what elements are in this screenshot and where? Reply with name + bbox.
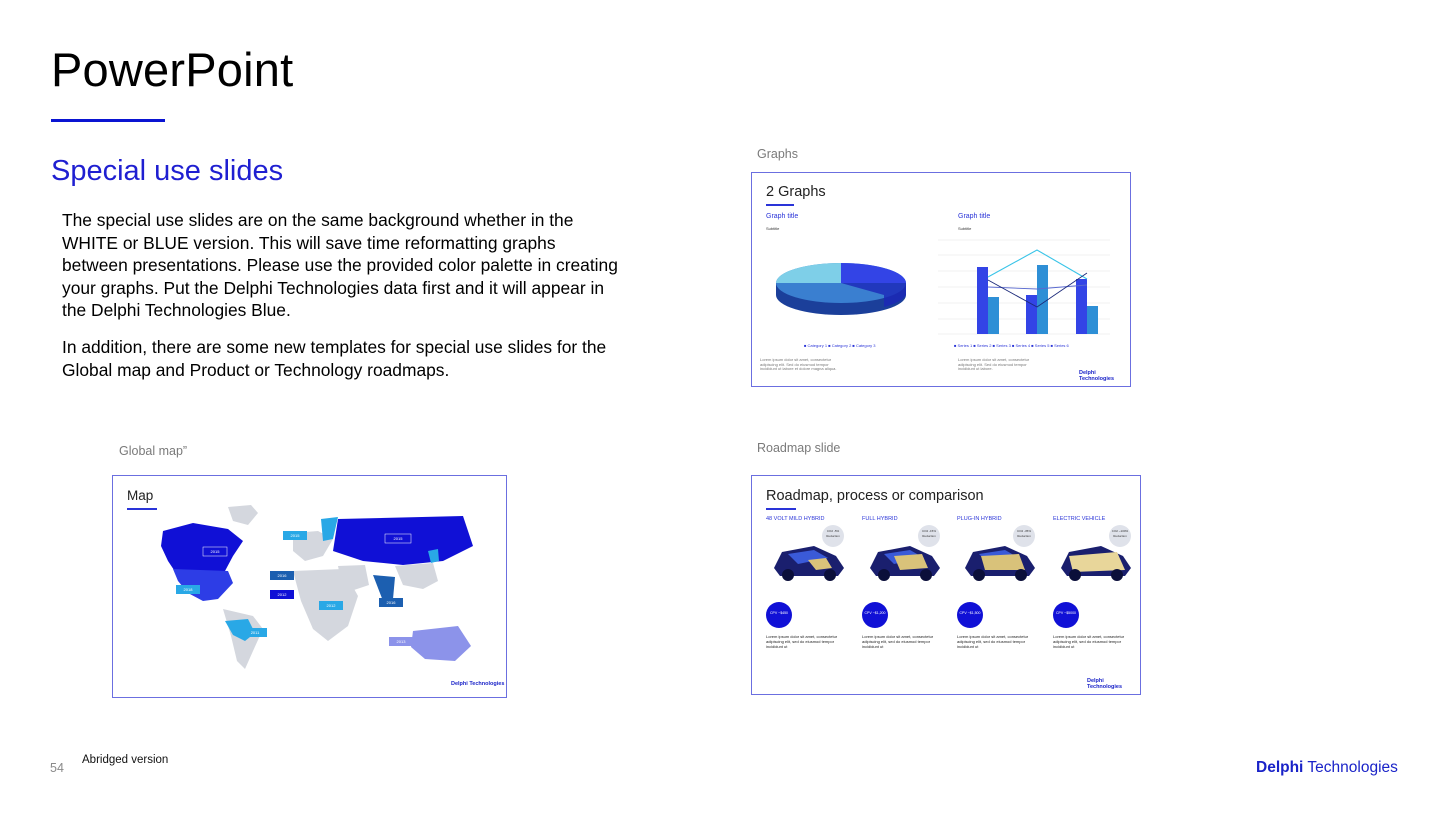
graphs-slide-thumbnail[interactable] [751,172,1131,387]
left-footnote: Lorem ipsum dolor sit amet, consectetur adipiscing elit. Sed do eiusmod tempor incididunt ut labore et dolore magna aliqua. [760,357,837,371]
page-number: 54 [50,761,64,775]
cpv-badge: CPV ~$5000 [1053,602,1079,628]
map-label: 2012 [326,603,336,608]
left-graph-subtitle: Subtitle [766,226,780,231]
map-slide-title: Map [127,488,154,503]
column-body: Lorem ipsum dolor sit amet, consectetur adipiscing elit, sed do eiusmod tempor incididunt ut [862,634,934,649]
cpv-badge: CPV ~$1,200 [862,602,888,628]
map-slide-thumbnail[interactable] [112,475,507,698]
co2-badge: CO2 ~100% Reduction [1109,525,1131,547]
car-cutaway-image [1055,538,1135,583]
column-body: Lorem ipsum dolor sit amet, consectetur adipiscing elit, sed do eiusmod tempor incididunt ut [957,634,1029,649]
roadmap-caption: Roadmap slide [757,441,841,455]
map-label: 2015 [210,549,220,554]
column-body: Lorem ipsum dolor sit amet, consectetur adipiscing elit, sed do eiusmod tempor incididunt ut [1053,634,1125,649]
body-paragraph-1: The special use slides are on the same background whether in the WHITE or BLUE version. This will save time reformatting graphs between presentations. Please use the provided color palette in creating your graphs. Put the Delphi Technologies data first and it will appear in the Delphi Technologies Blue. [62,210,618,320]
roadmap-title-rule [766,508,796,510]
car-cutaway-image [959,538,1039,583]
right-graph-title: Graph title [958,213,991,220]
column-body: Lorem ipsum dolor sit amet, consectetur adipiscing elit, sed do eiusmod tempor incididunt ut [766,634,838,649]
roadmap-slide-thumbnail[interactable] [751,475,1141,695]
cpv-badge: CPV ~$450 [766,602,792,628]
car-cutaway-image [768,538,848,583]
graphs-footer-logo: Delphi Technologies [1079,370,1115,382]
graphs-title-rule [766,204,794,206]
pie-chart-3d [766,251,916,323]
co2-badge: CO2 -35% Reduction [1013,525,1035,547]
roadmap-column-2 [862,516,954,666]
map-label: 2015 [290,533,300,538]
roadmap-column-1 [766,516,858,666]
car-cutaway-image [864,538,944,583]
pie-legend: ■ Category 1 ■ Category 2 ■ Category 3 [804,343,876,348]
map-label: 2016 [386,600,396,605]
map-label: 2016 [277,573,287,578]
map-label: 2013 [396,639,406,644]
left-graph-title: Graph title [766,213,799,220]
section-subtitle: Special use slides [51,155,284,187]
right-footnote: Lorem ipsum dolor sit amet, consectetur adipiscing elit. Sed do eiusmod tempor incididunt ut labore. [958,357,1030,371]
map-caption: Global map” [119,444,188,458]
graphs-slide-title: 2 Graphs [766,184,826,200]
bar-line-chart [930,235,1125,345]
delphi-logo [1256,759,1398,777]
title-underline [51,119,165,122]
column-heading: 48 VOLT MILD HYBRID [766,516,825,522]
right-graph-subtitle: Subtitle [958,226,972,231]
map-label: 2015 [393,536,403,541]
column-heading: FULL HYBRID [862,516,898,522]
roadmap-column-4 [1053,516,1139,666]
bar-legend: ■ Series 1 ■ Series 2 ■ Series 3 ■ Series 4 ■ Series 5 ■ Series 6 [954,343,1069,348]
body-paragraph-2: In addition, there are some new templates for special use slides for the Global map and Product or Technology roadmaps. [62,337,607,380]
roadmap-slide-title: Roadmap, process or comparison [766,488,984,504]
map-label: 2011 [250,630,260,635]
map-label: 2012 [277,592,287,597]
roadmap-footer-logo: Delphi Technologies [1087,678,1123,690]
footer-note: Abridged version [82,754,169,766]
logo-rest: Technologies [1303,759,1398,776]
map-footer-logo: Delphi Technologies [451,681,505,687]
co2-badge: CO2 -15% Reduction [918,525,940,547]
co2-badge: CO2 -5% Reduction [822,525,844,547]
cpv-badge: CPV ~$1,500 [957,602,983,628]
column-heading: ELECTRIC VEHICLE [1053,516,1106,522]
page-title: PowerPoint [51,43,294,96]
graphs-caption: Graphs [757,147,798,161]
roadmap-column-3 [957,516,1049,666]
world-map [133,501,483,681]
column-heading: PLUG-IN HYBRID [957,516,1002,522]
logo-bold: Delphi [1256,759,1304,776]
map-label: 2018 [183,587,193,592]
